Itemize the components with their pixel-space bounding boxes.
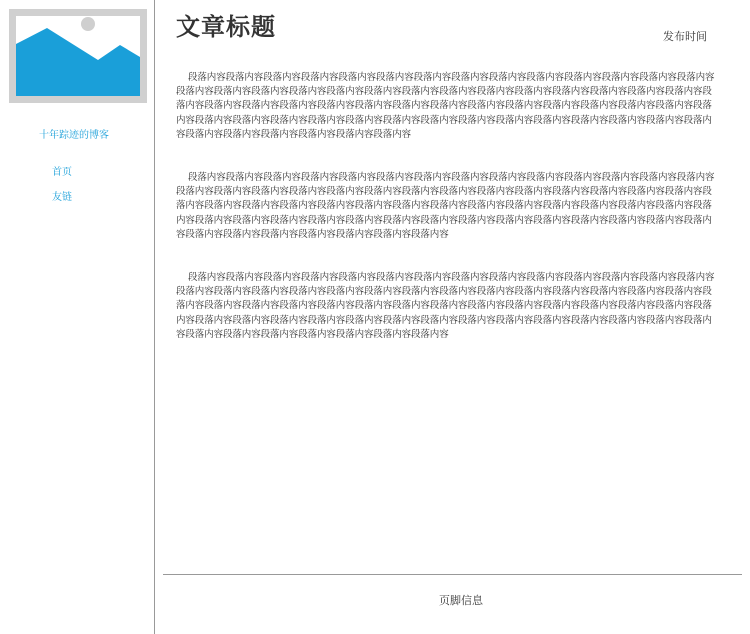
publish-time: 发布时间 (663, 30, 707, 43)
nav-link-home[interactable]: 首页 (52, 167, 72, 178)
footer-divider (163, 574, 742, 575)
article-body (176, 71, 716, 371)
image-placeholder-icon (16, 16, 140, 96)
logo-image[interactable] (9, 9, 147, 103)
sidebar-nav (52, 166, 72, 216)
nav-link-friends[interactable]: 友链 (52, 192, 72, 203)
footer-info: 页脚信息 (439, 594, 483, 607)
blog-name[interactable]: 十年踪迹的博客 (39, 130, 109, 141)
article-title: 文章标题 (176, 13, 276, 41)
sidebar (0, 0, 155, 634)
article-paragraph: 段落内容段落内容段落内容段落内容段落内容段落内容段落内容段落内容段落内容段落内容段落内容段落内容段落内容段落内容段落内容段落内容段落内容段落内容段落内容段落内容段落内容段落内容段落内容段落内容段落内容段落内容段落内容段落内容段落内容段落内容段落内容段落内容段落内容段落内容段落内容段落内容段落内容段落内容段落内容段落内容段落内容段落内容段落内容段落内容段落内容段落内容段落内容段落内容段落内容段落内容段落内容段落内容段落内容段落内容段落内容段落内容段落内容段落内容段落内容段落内容段落内容段落内容段落内容 (176, 72, 715, 140)
article-paragraph: 段落内容段落内容段落内容段落内容段落内容段落内容段落内容段落内容段落内容段落内容段落内容段落内容段落内容段落内容段落内容段落内容段落内容段落内容段落内容段落内容段落内容段落内容段落内容段落内容段落内容段落内容段落内容段落内容段落内容段落内容段落内容段落内容段落内容段落内容段落内容段落内容段落内容段落内容段落内容段落内容段落内容段落内容段落内容段落内容段落内容段落内容段落内容段落内容段落内容段落内容段落内容段落内容段落内容段落内容段落内容段落内容段落内容段落内容段落内容段落内容段落内容段落内容段落内容段落内容 (176, 272, 715, 340)
article-paragraph: 段落内容段落内容段落内容段落内容段落内容段落内容段落内容段落内容段落内容段落内容段落内容段落内容段落内容段落内容段落内容段落内容段落内容段落内容段落内容段落内容段落内容段落内容段落内容段落内容段落内容段落内容段落内容段落内容段落内容段落内容段落内容段落内容段落内容段落内容段落内容段落内容段落内容段落内容段落内容段落内容段落内容段落内容段落内容段落内容段落内容段落内容段落内容段落内容段落内容段落内容段落内容段落内容段落内容段落内容段落内容段落内容段落内容段落内容段落内容段落内容段落内容段落内容段落内容段落内容 (176, 172, 715, 240)
